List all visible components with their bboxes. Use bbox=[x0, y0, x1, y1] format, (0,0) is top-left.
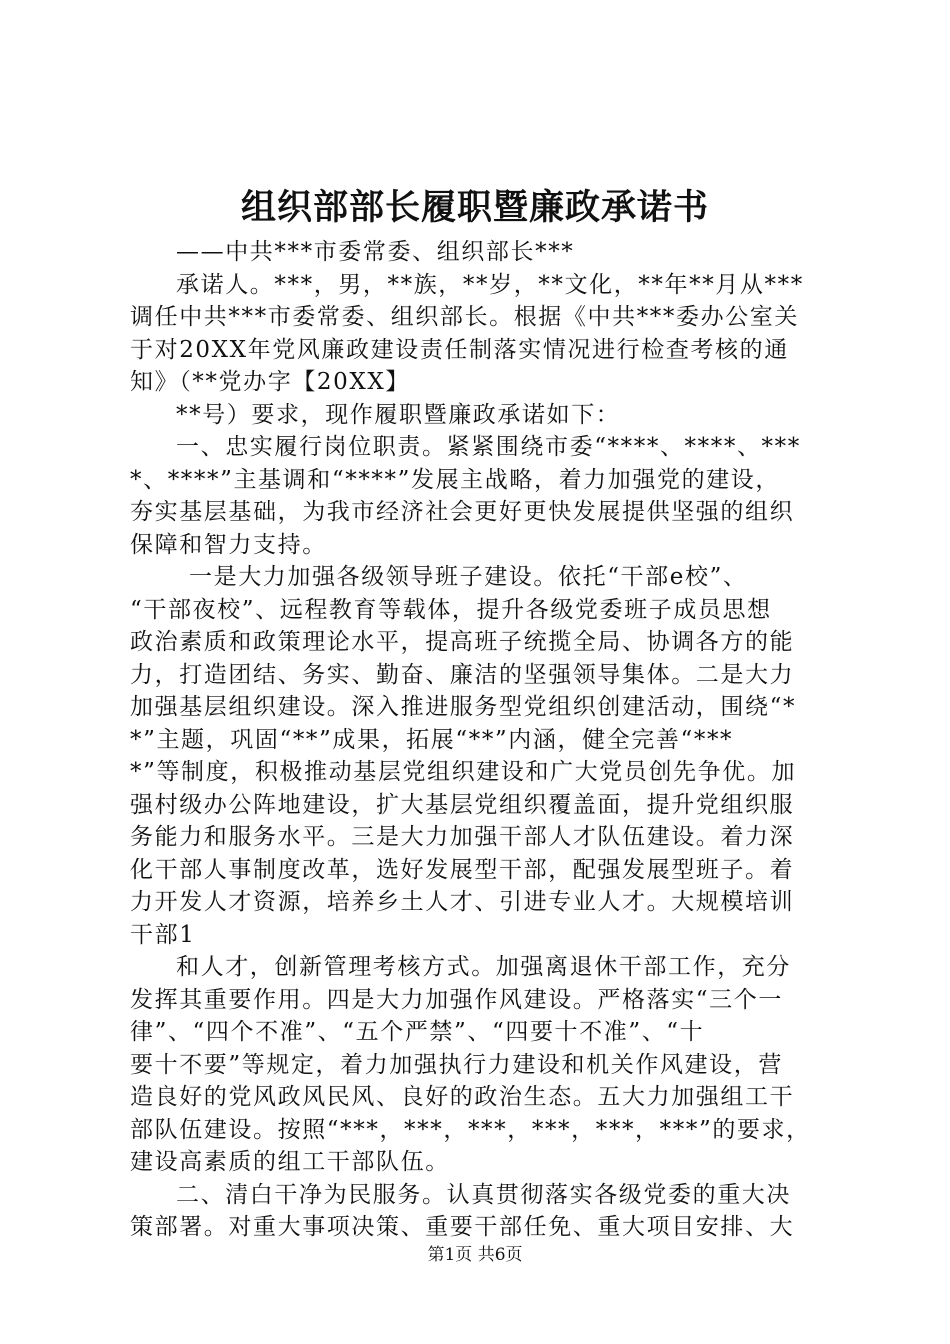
body-line: 律”、“四个不准”、“五个严禁”、“四要十不准”、“十 bbox=[130, 1019, 705, 1045]
body-line: 化干部人事制度改革，选好发展型干部，配强发展型班子。着 bbox=[130, 856, 795, 883]
body-line: 二、清白干净为民服务。认真贯彻落实各级党委的重大决 bbox=[176, 1181, 791, 1208]
body-line: 政治素质和政策理论水平，提高班子统揽全局、协调各方的能 bbox=[130, 629, 795, 655]
body-line: *”等制度，积极推动基层党组织建设和广大党员创先争优。加 bbox=[130, 759, 797, 785]
body-line: 发挥其重要作用。四是大力加强作风建设。严格落实“三个一 bbox=[130, 986, 783, 1013]
body-line: 要十不要”等规定，着力加强执行力建设和机关作风建设，营 bbox=[130, 1051, 783, 1078]
body-line: 一、忠实履行岗位职责。紧紧围绕市委“****、****、*** bbox=[176, 434, 801, 460]
body-line: 一是大力加强各级领导班子建设。依托“干部e校”、 bbox=[189, 564, 748, 590]
body-line: 干部1 bbox=[130, 921, 196, 948]
body-line: 加强基层组织建设。深入推进服务型党组织创建活动，围绕“* bbox=[130, 694, 797, 720]
body-line: **号）要求，现作履职暨廉政承诺如下： bbox=[176, 401, 621, 428]
body-line: 策部署。对重大事项决策、重要干部任免、重大项目安排、大 bbox=[130, 1214, 795, 1240]
body-line: 务能力和服务水平。三是大力加强干部人才队伍建设。着力深 bbox=[130, 824, 795, 850]
body-line: 力，打造团结、务实、勤奋、廉洁的坚强领导集体。二是大力 bbox=[130, 661, 795, 688]
body-line: 造良好的党风政风民风、良好的政治生态。五大力加强组工干 bbox=[130, 1084, 795, 1110]
body-line: *、****”主基调和“****”发展主战略，着力加强党的建设， bbox=[130, 466, 780, 493]
page-number: 第1页 共6页 bbox=[427, 1245, 523, 1265]
body-line: 调任中共***市委常委、组织部长。根据《中共***委办公室关 bbox=[130, 304, 799, 330]
body-line: 保障和智力支持。 bbox=[130, 531, 327, 558]
body-line: 力开发人才资源，培养乡土人才、引进专业人才。大规模培训 bbox=[130, 889, 795, 915]
subtitle-line: ——中共***市委常委、组织部长*** bbox=[176, 239, 575, 265]
body-line: 于对20XX年党风廉政建设责任制落实情况进行检查考核的通 bbox=[130, 336, 789, 363]
body-line: 知》（**党办字【20XX】 bbox=[130, 369, 410, 395]
body-line: 强村级办公阵地建设，扩大基层党组织覆盖面，提升党组织服 bbox=[130, 791, 795, 818]
document-title: 组织部部长履职暨廉政承诺书 bbox=[240, 187, 709, 228]
document-body bbox=[130, 236, 830, 1244]
body-line: 和人才，创新管理考核方式。加强离退休干部工作，充分 bbox=[176, 954, 791, 980]
body-line: 夯实基层基础，为我市经济社会更好更快发展提供坚强的组织 bbox=[130, 499, 795, 525]
body-line: 建设高素质的组工干部队伍。 bbox=[130, 1149, 450, 1175]
body-line: *”主题，巩固“**”成果，拓展“**”内涵，健全完善“*** bbox=[130, 726, 734, 753]
body-line: 部队伍建设。按照“***，***，***，***，***，***”的要求， bbox=[130, 1116, 811, 1143]
body-line: “干部夜校”、远程教育等载体，提升各级党委班子成员思想 bbox=[130, 596, 772, 623]
body-line: 承诺人。***，男，**族，**岁，**文化，**年**月从*** bbox=[176, 271, 804, 298]
